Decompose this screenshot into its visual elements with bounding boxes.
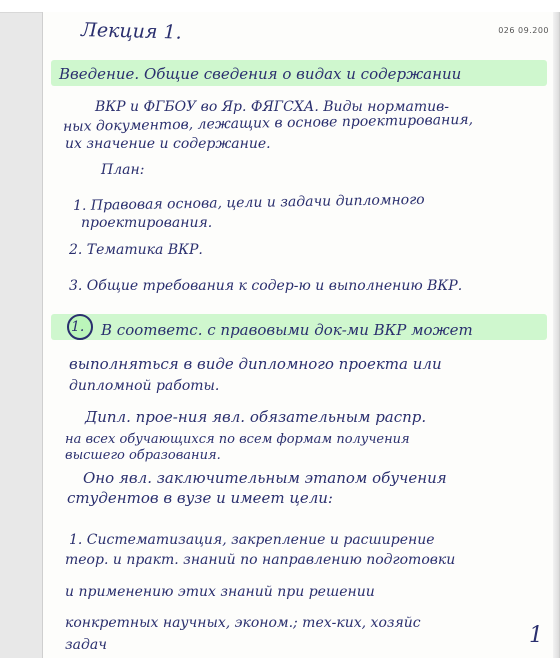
plan-item-2: 2. Тематика ВКР. (69, 242, 203, 258)
body-line-4: Дипл. проe-ния явл. обязательным распр. (85, 408, 427, 426)
plan-item-3: 3. Общие требования к содер-ю и выполнению ВКР. (69, 278, 463, 294)
body-line-5: на всех обучающихся по всем формам получения (65, 432, 410, 447)
intro-line-2: ных документов, лежащих в основе проектирования, (62, 111, 474, 135)
lecture-title: Лекция 1. (80, 19, 182, 44)
body-line-12: конкретных научных, эконом.; тех-ких, хозяйс (65, 615, 421, 631)
page-edge (553, 12, 559, 658)
plan-label: План: (101, 162, 145, 178)
body-line-2: выполняться в виде дипломного проекта или (69, 355, 442, 373)
plan-item-1-cont: проектирования. (81, 215, 213, 231)
intro-line-1: ВКР и ФГБОУ во Яр. ФЯГСХА. Виды норматив- (95, 99, 450, 115)
date-stamp: 026 09.200 (498, 26, 549, 35)
body-line-8: студентов в вузе и имеет цели: (67, 489, 333, 507)
notebook-page (42, 12, 560, 658)
body-line-7: Оно явл. заключительным этапом обучения (83, 469, 447, 487)
page-number: 1 (529, 623, 543, 648)
section-number: 1. (71, 319, 85, 335)
body-line-1: В соответс. с правовыми док-ми ВКР может (101, 321, 473, 339)
lecture-subtitle: Введение. Общие сведения о видах и содержании (59, 65, 462, 83)
body-line-10: теор. и практ. знаний по направлению подготовки (65, 552, 456, 568)
intro-line-3: их значение и содержание. (65, 136, 271, 152)
plan-item-1: 1. Правовая основа, цели и задачи дипломного (72, 191, 425, 214)
body-line-13: задач (65, 637, 107, 653)
body-line-11: и применению этих знаний при решении (65, 584, 375, 600)
body-line-3: дипломной работы. (69, 378, 220, 394)
body-line-9: 1. Систематизация, закрепление и расширение (69, 532, 435, 548)
body-line-6: высшего образования. (65, 448, 221, 463)
